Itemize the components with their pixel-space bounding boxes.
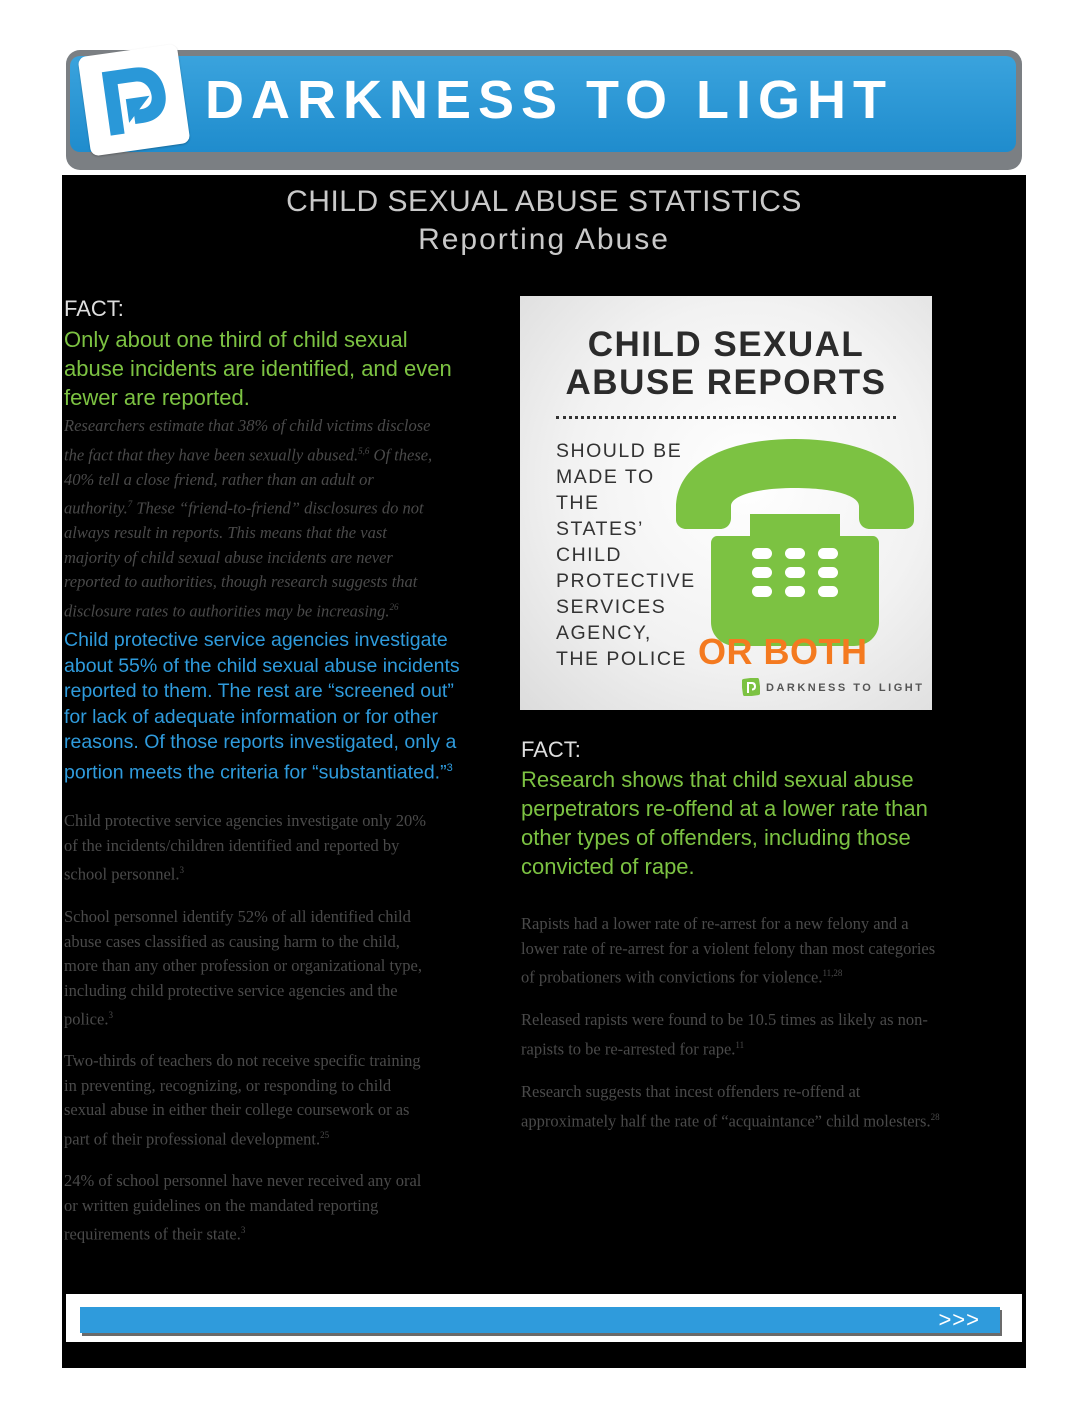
headline-line: perpetrators re-offend at a lower rate than <box>521 796 928 821</box>
infographic-body-line: AGENCY, <box>556 622 652 644</box>
text-line <box>64 468 432 493</box>
citation-sup: 3 <box>108 1010 113 1020</box>
highlight-line: for lack of adequate information or for other <box>64 705 438 728</box>
text-line <box>64 595 432 624</box>
text-line: of the incidents/children identified and reported by <box>64 835 400 855</box>
infographic-body-line: PROTECTIVE <box>556 570 696 592</box>
text-segment: reported to authorities, though research suggests that <box>64 572 418 591</box>
text-line: lower rate of re-arrest for a violent felony than most categories <box>521 938 936 958</box>
text-line <box>521 961 935 990</box>
text-segment: school personnel. <box>64 864 180 884</box>
text-line <box>521 1033 928 1062</box>
text-line: Released rapists were found to be 10.5 times as likely as non- <box>521 1010 928 1029</box>
page-title: CHILD SEXUAL ABUSE STATISTICS <box>286 185 802 218</box>
text-line <box>64 1003 422 1032</box>
reports-infographic <box>520 296 932 710</box>
text-line: Two-thirds of teachers do not receive specific training <box>64 1051 421 1070</box>
text-line <box>64 492 432 521</box>
text-segment: These “friend-to-friend” disclosures do not <box>132 498 424 518</box>
text-segment: of probationers with convictions for violence. <box>521 967 823 987</box>
headline-line: other types of offenders, including those <box>521 825 911 850</box>
cps-investigation-highlight <box>64 628 460 786</box>
text-line: Child protective service agencies investigate only 20% <box>64 811 426 830</box>
citation-sup: 26 <box>389 601 399 612</box>
disclosure-paragraph <box>64 414 432 624</box>
text-line <box>64 1123 421 1152</box>
infographic-title-line: ABUSE REPORTS <box>565 363 887 402</box>
fact-headline-left <box>64 325 452 412</box>
text-line: School personnel identify 52% of all identified child <box>64 907 411 926</box>
infographic-body-line: MADE TO <box>556 466 655 488</box>
infographic-brand: DARKNESS TO LIGHT <box>766 682 925 694</box>
citation-sup: 5,6 <box>358 445 370 456</box>
text-line <box>64 546 432 571</box>
text-line <box>64 570 432 595</box>
text-segment: portion meets the criteria for “substantiated.” <box>64 761 447 783</box>
text-segment: disclosure rates to authorities may be increasing. <box>64 601 390 620</box>
text-segment: requirements of their state. <box>64 1224 241 1244</box>
text-segment: the fact that they have been sexually abused. <box>64 445 359 464</box>
text-line <box>521 1105 940 1134</box>
infographic-emphasis: OR BOTH <box>698 631 868 672</box>
fact-label-right: FACT: <box>521 737 581 762</box>
stat-paragraph-teacher-training <box>64 1049 421 1152</box>
stat-paragraph-school-identify <box>64 905 422 1032</box>
text-segment: rapists to be re-arrested for rape. <box>521 1039 736 1058</box>
text-line <box>64 439 432 468</box>
text-segment: majority of child sexual abuse incidents are never <box>64 547 393 567</box>
citation-sup: 7 <box>127 499 133 509</box>
text-segment: 40% tell a close friend, rather than an adult or <box>64 469 374 489</box>
text-line <box>64 1218 421 1247</box>
brand-mini-logo-icon <box>742 678 760 696</box>
text-line <box>64 414 432 439</box>
text-line <box>64 858 426 887</box>
headline-line: Research shows that child sexual abuse <box>521 767 914 792</box>
stat-paragraph-school-investigation <box>64 809 426 887</box>
text-line: including child protective service agencies and the <box>64 980 398 1000</box>
highlight-line: Child protective service agencies investigate <box>64 629 448 651</box>
text-segment: part of their professional development. <box>64 1129 321 1148</box>
brand-logo-icon <box>87 53 182 148</box>
highlight-line: about 55% of the child sexual abuse incidents <box>64 654 460 677</box>
citation-sup: 28 <box>930 1111 940 1122</box>
headline-line: convicted of rape. <box>521 854 695 879</box>
citation-sup: 3 <box>240 1225 246 1235</box>
infographic-title <box>520 326 932 402</box>
citation-sup: 11,28 <box>822 968 843 978</box>
highlight-line <box>64 756 460 786</box>
text-segment: always result in reports. This means that the vast <box>64 523 387 542</box>
text-line: abuse cases classified as causing harm to the child, <box>64 931 400 951</box>
text-line: Research suggests that incest offenders re-offend at <box>521 1082 861 1101</box>
headline-line: Only about one third of child sexual <box>64 327 408 352</box>
stat-paragraph-rearrest <box>521 912 935 990</box>
text-segment: Researchers estimate that 38% of child victims disclose <box>64 416 431 435</box>
fact-label-left: FACT: <box>64 296 124 321</box>
stat-paragraph-incest-offenders <box>521 1080 940 1134</box>
infographic-body-line: CHILD <box>556 544 623 566</box>
highlight-line: reported to them. The rest are “screened out” <box>64 680 454 702</box>
highlight-line: reasons. Of those reports investigated, only a <box>64 731 457 753</box>
text-line <box>64 521 432 546</box>
brand-logo <box>78 44 191 157</box>
stat-paragraph-guidelines <box>64 1169 421 1247</box>
text-line: in preventing, recognizing, or responding to child <box>64 1075 392 1095</box>
stat-paragraph-released-rapists <box>521 1008 928 1062</box>
dotted-divider <box>556 416 896 419</box>
citation-sup: 3 <box>179 865 184 875</box>
text-segment: authority. <box>64 498 128 518</box>
text-segment: approximately half the rate of “acquaintance” child molesters. <box>521 1111 931 1130</box>
text-line: 24% of school personnel have never received any oral <box>64 1171 422 1190</box>
headline-line: fewer are reported. <box>64 385 250 410</box>
text-line: more than any other profession or organizational type, <box>64 956 423 975</box>
infographic-body-line: STATES’ <box>556 518 644 540</box>
brand-title: DARKNESS TO LIGHT <box>205 70 894 130</box>
citation-sup: 3 <box>446 761 453 774</box>
infographic-title-line: CHILD SEXUAL <box>587 325 865 364</box>
text-line: or written guidelines on the mandated reporting <box>64 1195 379 1215</box>
fact-headline-right <box>521 765 928 881</box>
citation-sup: 11 <box>735 1039 745 1050</box>
footer-bar <box>80 1307 1000 1333</box>
text-line: Rapists had a lower rate of re-arrest for a new felony and a <box>521 914 909 933</box>
headline-line: abuse incidents are identified, and even <box>64 356 452 381</box>
text-segment: Of these, <box>369 445 433 464</box>
infographic-body-line: SHOULD BE <box>556 440 683 462</box>
page-subtitle: Reporting Abuse <box>418 223 670 256</box>
infographic-body-line: THE POLICE <box>556 648 687 670</box>
infographic-body-line: THE <box>556 492 600 514</box>
next-page-arrows[interactable]: >>> <box>938 1307 980 1332</box>
text-line: sexual abuse in either their college coursework or as <box>64 1100 410 1119</box>
citation-sup: 25 <box>320 1129 330 1140</box>
infographic-body-line: SERVICES <box>556 596 667 618</box>
text-segment: police. <box>64 1009 109 1029</box>
